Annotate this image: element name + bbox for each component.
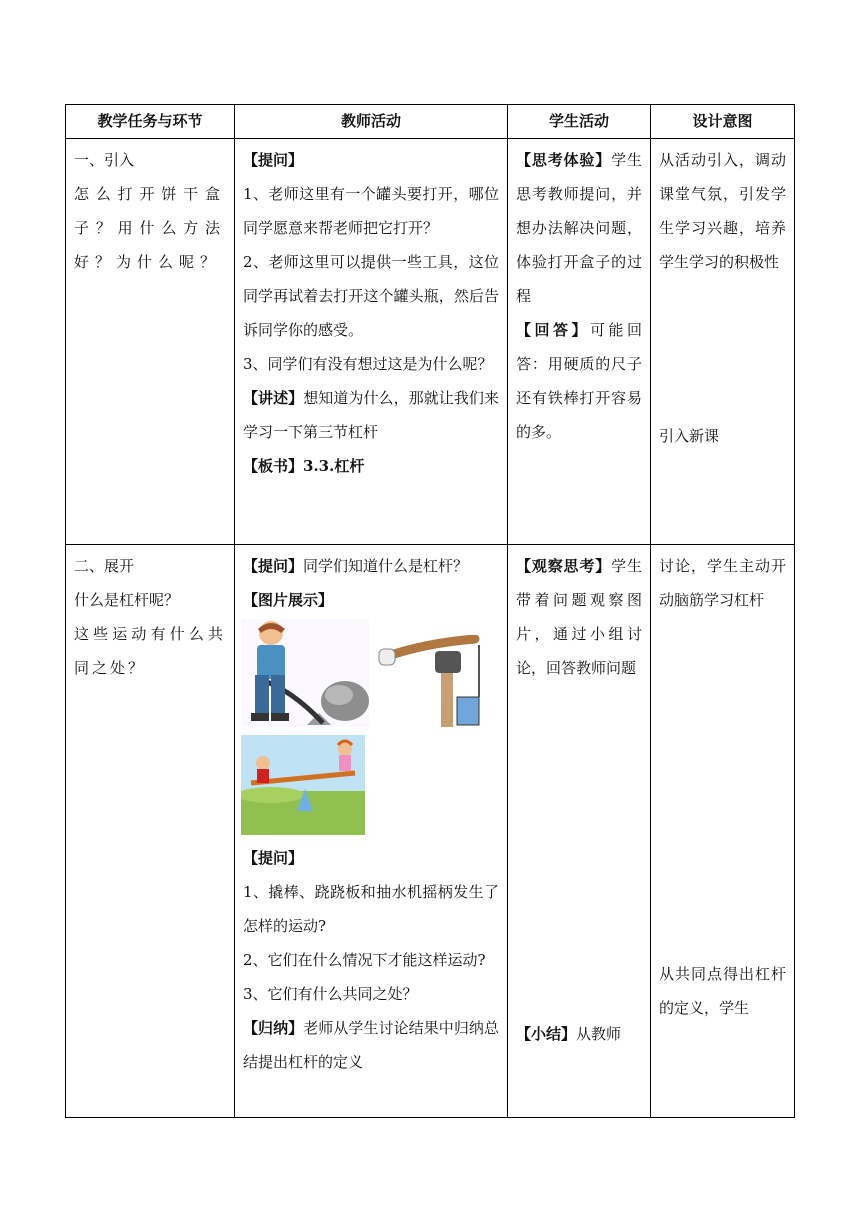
student-text: 从教师 — [576, 1025, 622, 1043]
student-tag: 【回答】 — [516, 321, 590, 339]
header-intent: 设计意图 — [651, 105, 795, 139]
question-text: 同学们知道什么是杠杆？ — [303, 557, 469, 575]
task-cell — [66, 139, 235, 545]
intent-text: 讨论，学生主动开动脑筋学习杠杆 — [659, 557, 786, 609]
student-text: 可能回答：用硬质的尺子还有铁棒打开容易的多。 — [516, 321, 642, 441]
teacher-cell — [235, 139, 508, 545]
student-summary — [516, 1017, 642, 1051]
student-text: 学生带着问题观察图片，通过小组讨论，回答教师问题 — [516, 557, 642, 677]
student-think — [516, 143, 642, 313]
teacher-tag: 【讲述】 — [243, 389, 304, 407]
task-text: 这些运动有什么共同之处？ — [74, 625, 226, 677]
task-text: 什么是杠杆呢？ — [74, 591, 180, 609]
teacher-tag: 【提问】 — [243, 849, 304, 867]
student-cell — [508, 545, 651, 1118]
water-pump-image — [375, 635, 487, 727]
summary-text: 老师从学生讨论结果中归纳总结提出杠杆的定义 — [243, 1019, 499, 1071]
student-cell — [508, 139, 651, 545]
teacher-tag: 【板书】 — [243, 457, 304, 475]
board-text: 3.3.杠杆 — [303, 457, 365, 475]
task-text: 怎么打开饼干盒子？用什么方法好？为什么呢？ — [74, 185, 226, 271]
teacher-question: 1、撬棒、跷跷板和抽水机摇柄发生了怎样的运动? — [243, 883, 499, 935]
intent-text: 从活动引入，调动课堂气氛，引发学生学习兴趣，培养学生学习的积极性 — [659, 151, 786, 271]
teacher-question: 3、同学们有没有想过这是为什么呢？ — [243, 355, 493, 373]
teacher-tag: 【归纳】 — [243, 1019, 304, 1037]
header-task: 教学任务与环节 — [66, 105, 235, 139]
teacher-question: 1、老师这里有一个罐头要打开，哪位同学愿意来帮老师把它打开？ — [243, 185, 499, 237]
teacher-cell — [235, 545, 508, 1118]
lever-images — [241, 619, 499, 727]
header-teacher: 教师活动 — [235, 105, 508, 139]
teacher-tag: 【提问】 — [243, 151, 304, 169]
lecture-text: 想知道为什么，那就让我们来学习一下第三节杠杆 — [243, 389, 499, 441]
teacher-question — [243, 549, 499, 583]
intent-text: 引入新课 — [659, 427, 720, 445]
student-tag: 【思考体验】 — [516, 151, 612, 169]
teacher-tag: 【图片展示】 — [243, 591, 334, 609]
task-cell — [66, 545, 235, 1118]
lesson-plan-table — [65, 104, 795, 1118]
teacher-question: 3、它们有什么共同之处？ — [243, 985, 418, 1003]
intent-cell — [651, 545, 795, 1118]
header-row — [66, 105, 795, 139]
teacher-question: 2、老师这里可以提供一些工具，这位同学再试着去打开这个罐头瓶，然后告诉同学你的感受。 — [243, 253, 499, 339]
student-tag: 【观察思考】 — [516, 557, 612, 575]
teacher-question: 2、它们在什么情况下才能这样运动? — [243, 951, 486, 969]
task-title: 二、展开 — [74, 557, 135, 575]
intent-cell — [651, 139, 795, 545]
teacher-lecture — [243, 381, 499, 449]
student-observe — [516, 549, 642, 685]
header-student: 学生活动 — [508, 105, 651, 139]
intent-text: 从共同点得出杠杆的定义，学生 — [659, 965, 786, 1017]
teacher-tag: 【提问】 — [243, 557, 304, 575]
table-row — [66, 545, 795, 1118]
task-title: 一、引入 — [74, 151, 135, 169]
student-tag: 【小结】 — [516, 1025, 577, 1043]
crowbar-image — [241, 619, 369, 727]
student-text: 学生思考教师提问，并想办法解决问题，体验打开盒子的过程 — [516, 151, 642, 305]
student-answer — [516, 313, 642, 449]
teacher-summary — [243, 1011, 499, 1079]
table-row — [66, 139, 795, 545]
seesaw-image — [241, 735, 365, 835]
teacher-board — [243, 449, 499, 483]
